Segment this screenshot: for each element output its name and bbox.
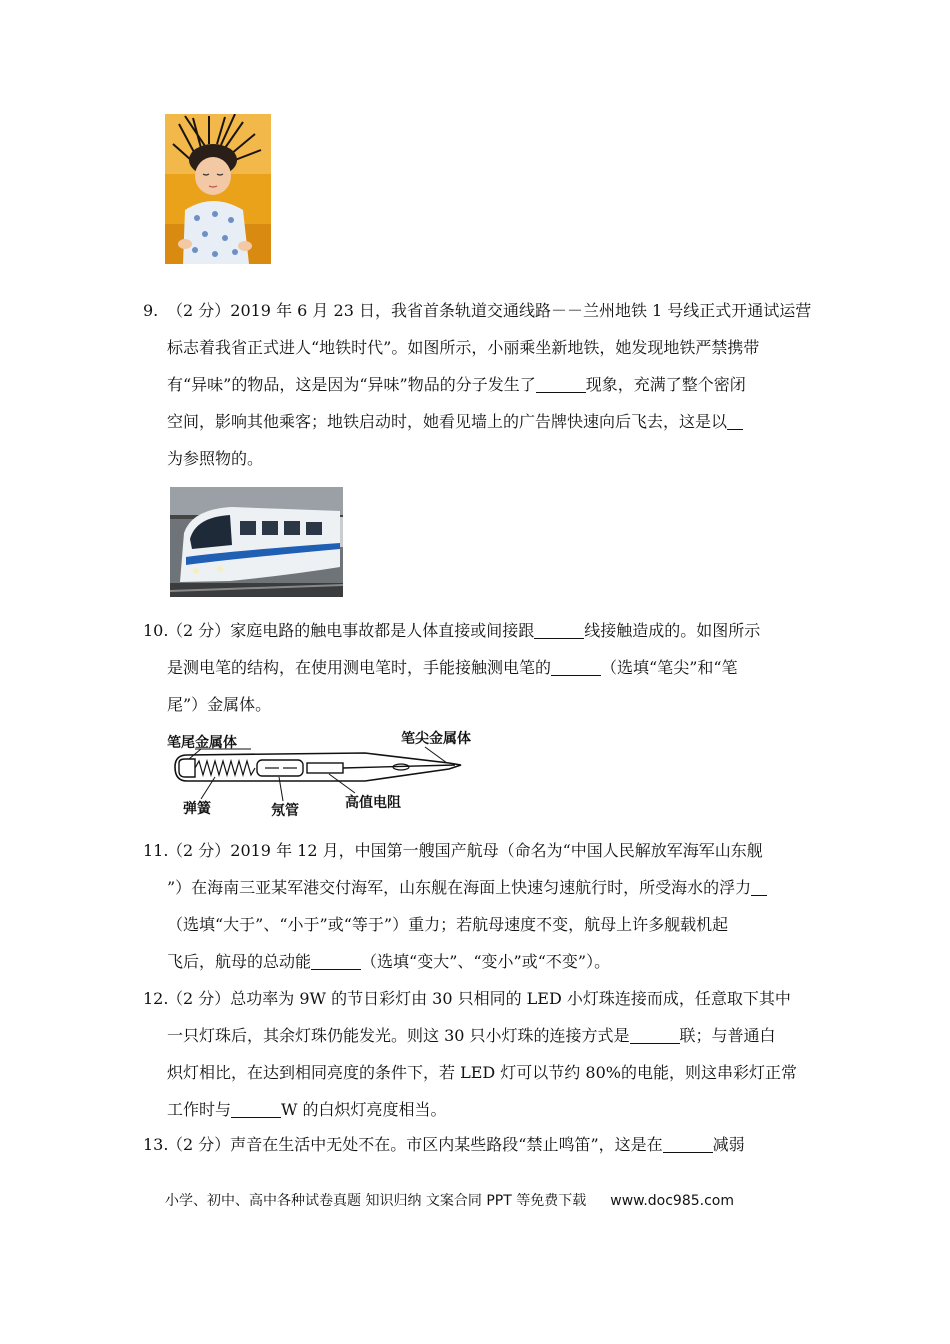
subway-train-photo bbox=[170, 487, 343, 597]
question-9 bbox=[143, 292, 811, 477]
label-tail-metal: 笔尾金属体 bbox=[167, 735, 237, 751]
page-footer bbox=[165, 1190, 734, 1210]
question-text: （2 分）家庭电路的触电事故都是人体直接或间接跟 bbox=[167, 621, 535, 640]
question-text: 炽灯相比，在达到相同亮度的条件下，若 LED 灯可以节约 80%的电能，则这串彩灯正常 bbox=[167, 1063, 797, 1082]
answer-blank bbox=[231, 1099, 281, 1118]
question-10 bbox=[143, 612, 811, 723]
question-text: （2 分）声音在生活中无处不在。市区内某些路段“禁止鸣笛”，这是在 bbox=[167, 1135, 663, 1154]
answer-blank bbox=[727, 411, 743, 430]
question-text: 现象，充满了整个密闭 bbox=[585, 375, 746, 394]
question-number: 9. bbox=[143, 301, 159, 320]
static-hair-photo bbox=[165, 114, 271, 264]
question-11 bbox=[143, 832, 811, 980]
answer-blank bbox=[663, 1134, 713, 1153]
question-text: 空间，影响其他乘客；地铁启动时，她看见墙上的广告牌快速向后飞去，这是以 bbox=[167, 412, 728, 431]
footer-site-link[interactable]: www.doc985.com bbox=[610, 1193, 734, 1209]
question-text: （选填“变大”、“变小”或“不变”）。 bbox=[361, 952, 611, 971]
question-text: 是测电笔的结构，在使用测电笔时，手能接触测电笔的 bbox=[167, 658, 552, 677]
question-12 bbox=[143, 980, 811, 1128]
label-spring: 弹簧 bbox=[183, 801, 211, 817]
question-text: （2 分）总功率为 9W 的节日彩灯由 30 只相同的 LED 小灯珠连接而成，任意取下其中 bbox=[167, 989, 791, 1008]
footer-text: 小学、初中、高中各种试卷真题 知识归纳 文案合同 PPT 等免费下载 bbox=[165, 1193, 587, 1209]
answer-blank bbox=[751, 877, 767, 896]
question-number: 13. bbox=[143, 1135, 169, 1154]
question-text: 工作时与 bbox=[167, 1100, 232, 1119]
answer-blank bbox=[536, 374, 586, 393]
answer-blank bbox=[630, 1025, 680, 1044]
label-neon-tube: 氖管 bbox=[271, 803, 299, 819]
question-text: （选填“大于”、“小于”或“等于”）重力；若航母速度不变，航母上许多舰载机起 bbox=[167, 915, 729, 934]
question-text: 减弱 bbox=[712, 1135, 745, 1154]
question-text: 为参照物的。 bbox=[167, 449, 264, 468]
question-text: 有“异味”的物品，这是因为“异味”物品的分子发生了 bbox=[167, 375, 536, 394]
question-text: （2 分）2019 年 6 月 23 日，我省首条轨道交通线路－－兰州地铁 1 号线正式开通试运营 bbox=[167, 301, 812, 320]
question-number: 11. bbox=[143, 841, 169, 860]
question-13 bbox=[143, 1126, 811, 1163]
question-text: W 的白炽灯亮度相当。 bbox=[281, 1100, 447, 1119]
question-number: 12. bbox=[143, 989, 169, 1008]
test-pen-diagram bbox=[165, 727, 485, 822]
question-text: 飞后，航母的总动能 bbox=[167, 952, 312, 971]
question-number: 10. bbox=[143, 621, 169, 640]
question-text: 线接触造成的。如图所示 bbox=[584, 621, 761, 640]
answer-blank bbox=[551, 657, 601, 676]
question-text: 尾”）金属体。 bbox=[167, 695, 272, 714]
question-text: （选填“笔尖”和“笔 bbox=[601, 658, 738, 677]
answer-blank bbox=[311, 951, 361, 970]
question-text: 标志着我省正式进人“地铁时代”。如图所示，小丽乘坐新地铁，她发现地铁严禁携带 bbox=[167, 338, 760, 357]
question-text: ”）在海南三亚某军港交付海军，山东舰在海面上快速匀速航行时，所受海水的浮力 bbox=[167, 878, 752, 897]
question-text: 联；与普通白 bbox=[679, 1026, 776, 1045]
question-text: （2 分）2019 年 12 月，中国第一艘国产航母（命名为“中国人民解放军海军山东舰 bbox=[167, 841, 763, 860]
label-tip-metal: 笔尖金属体 bbox=[401, 731, 471, 747]
question-text: 一只灯珠后，其余灯珠仍能发光。则这 30 只小灯珠的连接方式是 bbox=[167, 1026, 630, 1045]
label-resistor: 高值电阻 bbox=[345, 795, 401, 811]
answer-blank bbox=[534, 620, 584, 639]
